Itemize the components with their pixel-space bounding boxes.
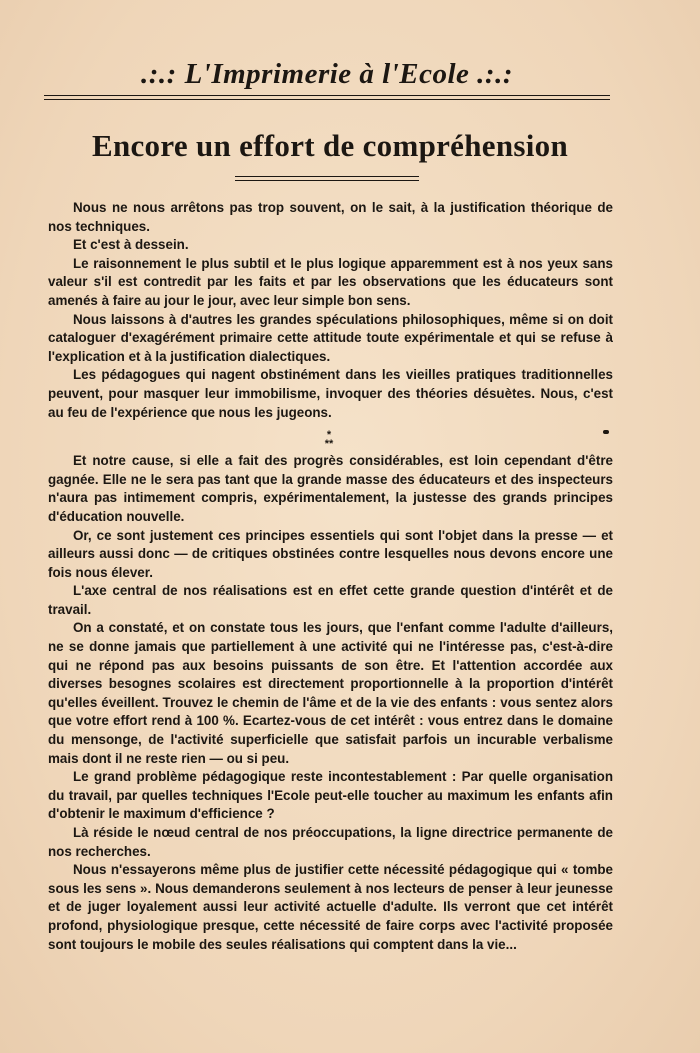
paragraph: Nous laissons à d'autres les grandes spéculations philosophiques, même si on doit cataloguer d'exagérément primaire cette attitude toute expérimentale et qui se refuse à l'explication et à la justification dialectiques.: [48, 311, 613, 364]
masthead-rule-bottom: [44, 99, 610, 100]
section-separator: [318, 431, 340, 449]
paragraph: Le raisonnement le plus subtil et le plus logique apparemment est à nos yeux sans valeur s'il est contredit par les faits et par les observations que les éducateurs sont amenés à faire au jour le jour, avec leur simple bon sens.: [48, 255, 613, 308]
separator-star-top: *: [326, 429, 332, 441]
article-body: [48, 199, 613, 954]
paragraph: Et notre cause, si elle a fait des progrès considérables, est loin cependant d'être gagnée. Elle ne le sera pas tant que la grande masse des éducateurs et des inspecteurs n'aura pas intimement compris, expérimentalement, la justesse des grands principes d'éducation nouvelle.: [48, 453, 613, 524]
ink-speck: [603, 430, 609, 434]
paragraph: Nous ne nous arrêtons pas trop souvent, on le sait, à la justification théorique de nos techniques.: [48, 200, 613, 234]
paragraph: Le grand problème pédagogique reste incontestablement : Par quelle organisation du travail, par quelles techniques l'Ecole peut-elle toucher au maximum les enfants afin d'obtenir le maximum d'efficience ?: [48, 769, 613, 822]
separator-star-bottom: **: [324, 438, 334, 450]
title-rule-top: [235, 176, 419, 177]
article-title: Encore un effort de compréhension: [91, 128, 568, 163]
paragraph: Nous n'essayerons même plus de justifier cette nécessité pédagogique qui « tombe sous les sens ». Nous demanderons seulement à nos lecteurs de penser à leur jeunesse et de juger loyalement aussi leur activité actuelle d'adulte. Ils verront que cet intérêt profond, physiologique presque, cette nécessité de faire corps avec l'activité proposée sont toujours le mobile des seules réalisations qui comptent dans la vie...: [48, 862, 613, 952]
paragraph: Les pédagogues qui nagent obstinément dans les vieilles pratiques traditionnelles peuvent, pour masquer leur immobilisme, invoquer des théories désuètes. Nous, c'est au feu de l'expérience que nous les jugeons.: [48, 367, 613, 420]
masthead-title: .:.: L'Imprimerie à l'Ecole .:.:: [141, 58, 513, 90]
paragraph: Et c'est à dessein.: [73, 237, 189, 253]
paragraph: L'axe central de nos réalisations est en effet cette grande question d'intérêt et de travail.: [48, 583, 613, 617]
masthead-rule-top: [44, 95, 610, 96]
title-rule-bottom: [235, 180, 419, 181]
paragraph: On a constaté, et on constate tous les jours, que l'enfant comme l'adulte d'ailleurs, ne se donne jamais que partiellement à une activité qui ne l'intéresse pas, c'est-à-dire qui ne répond pas aux besoins puissants de son être. Et l'attention accordée aux diverses besognes scolaires est directement proportionnelle à la proportion d'intérêt qu'elles éveillent. Trouvez le chemin de l'âme et de la vie des enfants : vous sentez alors que votre effort rend à 100 %. Ecartez-vous de cet intérêt : vous entrez dans le domaine du mensonge, de l'activité superficielle que satisfait parfois un incurable verbalisme mais dont il ne reste rien — ou si peu.: [48, 620, 613, 766]
paragraph: Or, ce sont justement ces principes essentiels qui sont l'objet dans la presse — et ailleurs aussi donc — de critiques obstinées contre lesquelles nous devons encore une fois nous élever.: [48, 527, 613, 580]
paragraph: Là réside le nœud central de nos préoccupations, la ligne directrice permanente de nos recherches.: [48, 825, 613, 859]
